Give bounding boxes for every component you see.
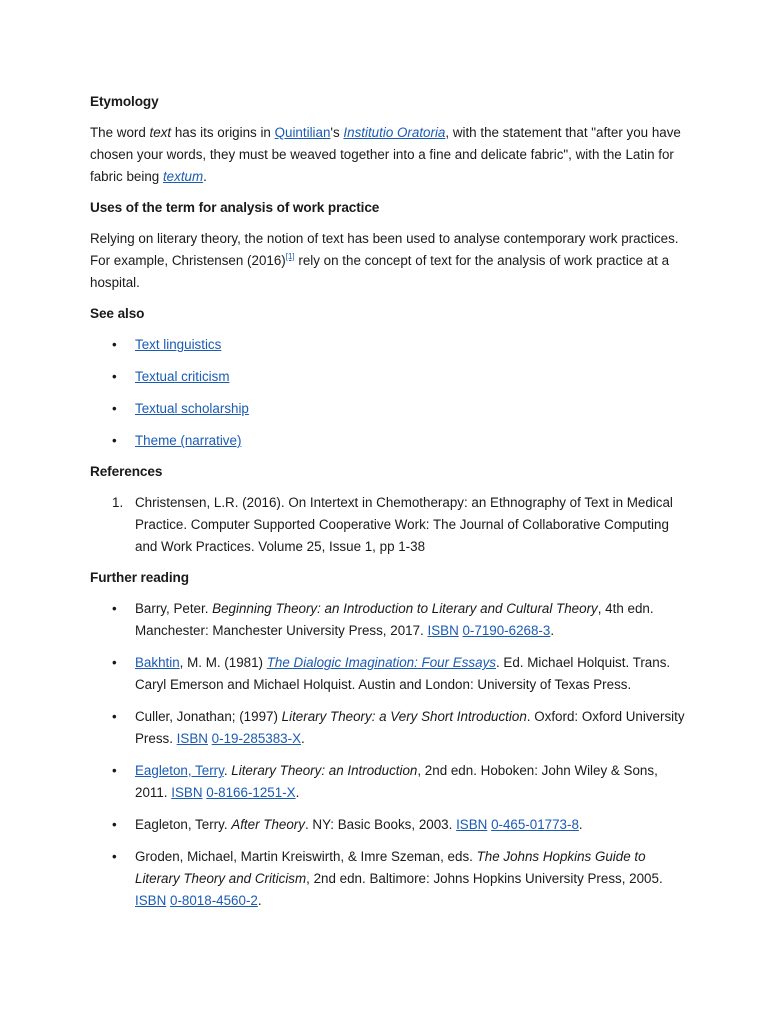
bullet-icon: •: [112, 337, 117, 352]
see-also-link-theme-narrative[interactable]: Theme (narrative): [135, 433, 242, 448]
further-reading-heading: Further reading: [90, 570, 189, 585]
bullet-icon: •: [112, 817, 117, 832]
list-item: [90, 398, 690, 420]
author-link-eagleton[interactable]: Eagleton, Terry: [135, 763, 224, 778]
reading-end: .: [301, 731, 305, 746]
quintilian-link[interactable]: Quintilian: [274, 125, 331, 140]
isbn-label-link[interactable]: ISBN: [135, 893, 167, 908]
isbn-number-link[interactable]: 0-8166-1251-X: [206, 785, 296, 800]
author-link-bakhtin[interactable]: Bakhtin: [135, 655, 180, 670]
see-also-link-text-linguistics[interactable]: Text linguistics: [135, 337, 222, 352]
reading-end: .: [550, 623, 555, 638]
references-heading: References: [90, 464, 163, 479]
list-item: [90, 652, 690, 696]
reading-author: Eagleton, Terry.: [135, 817, 232, 832]
uses-text-2: rely on the concept of text for the analysis of work practice at a hospital.: [90, 253, 670, 290]
reading-details: . NY: Basic Books, 2003.: [304, 817, 457, 832]
list-item: [90, 430, 690, 452]
dialogic-imagination-link[interactable]: [267, 655, 496, 670]
bullet-icon: •: [112, 709, 117, 724]
reading-details: . Oxford: Oxford University Press.: [135, 709, 685, 746]
citation-link-1[interactable]: [1]: [285, 252, 295, 261]
bullet-icon: •: [112, 433, 117, 448]
bullet-icon: •: [112, 655, 117, 670]
reading-details: , 2nd edn. Baltimore: Johns Hopkins University Press, 2005.: [306, 871, 663, 886]
uses-text-1: Relying on literary theory, the notion of text has been used to analyse contemporary work practices. For example, Christensen (2016): [90, 231, 679, 268]
reading-end: .: [257, 893, 262, 908]
etymology-text-4: , with the statement that "after you have chosen your words, they must be weaved together into a fine and delicate fabric", with the Latin for fabric being: [90, 125, 681, 184]
isbn-label-link[interactable]: ISBN: [176, 731, 208, 746]
reading-title: After Theory: [231, 817, 305, 832]
bullet-icon: •: [112, 601, 117, 616]
uses-paragraph: [90, 228, 690, 294]
reading-end: .: [578, 817, 583, 832]
bullet-icon: •: [112, 369, 117, 384]
list-item: [90, 706, 690, 750]
reference-text: Christensen, L.R. (2016). On Intertext in Chemotherapy: an Ethnography of Text in Medical Practice. Computer Supported Cooperative Work: The Journal of Collaborative Computing and Work Practices. Volume 25, Issue 1, pp 1-38: [135, 495, 673, 554]
list-item: [90, 760, 690, 804]
list-item: [90, 814, 690, 836]
see-also-link-textual-criticism[interactable]: Textual criticism: [135, 369, 230, 384]
textum-link[interactable]: [163, 169, 203, 184]
references-list: [90, 492, 690, 558]
reference-item: [90, 492, 690, 558]
reading-author: Culler, Jonathan; (1997): [135, 709, 282, 724]
reading-details: , 4th edn. Manchester: Manchester University Press, 2017.: [135, 601, 654, 638]
uses-heading: Uses of the term for analysis of work practice: [90, 200, 380, 215]
etymology-text-5: .: [203, 169, 207, 184]
etymology-paragraph: [90, 122, 690, 188]
isbn-label-link[interactable]: ISBN: [456, 817, 488, 832]
isbn-number-link[interactable]: 0-19-285383-X: [211, 731, 302, 746]
etymology-word-text: text: [149, 125, 172, 140]
etymology-text-1: The word: [90, 125, 150, 140]
reading-title: Literary Theory: a Very Short Introduction: [281, 709, 527, 724]
isbn-number-link[interactable]: 0-8018-4560-2: [170, 893, 258, 908]
etymology-text-3: 's: [330, 125, 344, 140]
isbn-label-link[interactable]: ISBN: [171, 785, 203, 800]
list-item: [90, 366, 690, 388]
isbn-label-link[interactable]: ISBN: [427, 623, 459, 638]
reading-details: . Ed. Michael Holquist. Trans. Caryl Emerson and Michael Holquist. Austin and London: University of Texas Press.: [135, 655, 671, 692]
reading-title: The Johns Hopkins Guide to Literary Theory and Criticism: [135, 849, 646, 886]
isbn-number-link[interactable]: 0-465-01773-8: [491, 817, 579, 832]
see-also-list: [90, 334, 690, 452]
bullet-icon: •: [112, 849, 117, 864]
textum-word: textum: [162, 169, 204, 184]
list-item: [90, 598, 690, 642]
reading-author: , M. M. (1981): [179, 655, 267, 670]
reference-number: 1.: [112, 495, 124, 510]
reading-author: Groden, Michael, Martin Kreiswirth, & Imre Szeman, eds.: [135, 849, 477, 864]
etymology-text-2: has its origins in: [171, 125, 275, 140]
etymology-heading: Etymology: [90, 94, 159, 109]
reading-end: .: [295, 785, 300, 800]
document-page: [90, 92, 690, 922]
institutio-oratoria-title: Institutio Oratoria: [343, 125, 446, 140]
see-also-heading: See also: [90, 306, 145, 321]
bullet-icon: •: [112, 401, 117, 416]
reading-title: The Dialogic Imagination: Four Essays: [266, 655, 496, 670]
list-item: [90, 334, 690, 356]
institutio-oratoria-link[interactable]: [343, 125, 445, 140]
reading-title: Literary Theory: an Introduction: [231, 763, 418, 778]
isbn-number-link[interactable]: 0-7190-6268-3: [462, 623, 551, 638]
reading-details: , 2nd edn. Hoboken: John Wiley & Sons, 2011.: [135, 763, 658, 800]
list-item: [90, 846, 690, 912]
bullet-icon: •: [112, 763, 117, 778]
reading-title: Beginning Theory: an Introduction to Literary and Cultural Theory: [212, 601, 598, 616]
see-also-link-textual-scholarship[interactable]: Textual scholarship: [135, 401, 249, 416]
reading-author: .: [223, 763, 232, 778]
further-reading-list: [90, 598, 690, 912]
reading-author: Barry, Peter.: [135, 601, 213, 616]
